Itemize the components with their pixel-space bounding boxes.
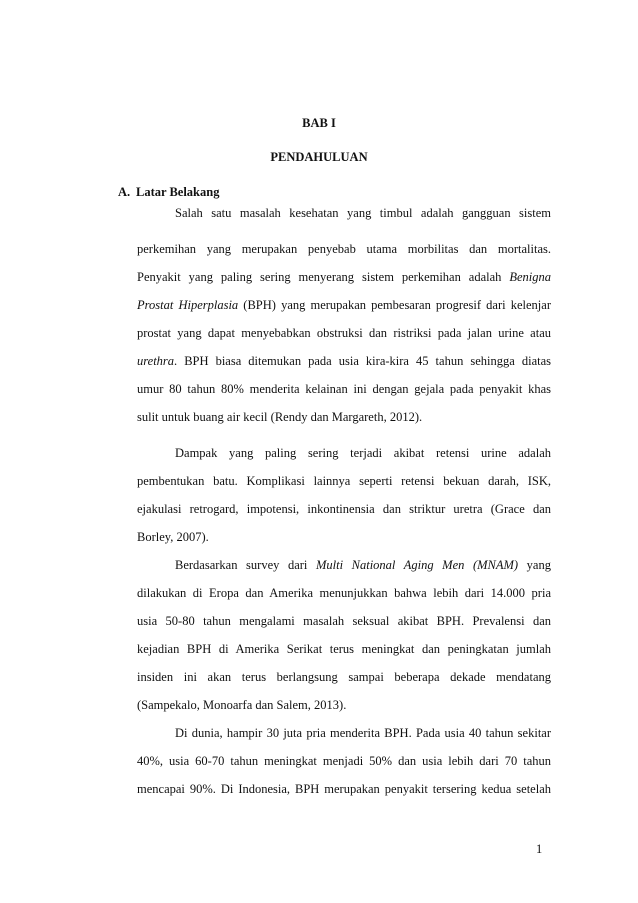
text-line: [137, 585, 551, 601]
text-segment: Dampak yang paling sering terjadi akibat retensi urine adalah: [175, 446, 551, 460]
text-line: [137, 529, 551, 545]
text-segment: yang: [518, 558, 551, 572]
text-line: [137, 269, 551, 285]
text-line: [137, 325, 551, 341]
text-line: [137, 613, 551, 629]
italic-term: Prostat Hiperplasia: [137, 298, 239, 312]
text-segment: Di dunia, hampir 30 juta pria menderita BPH. Pada usia 40 tahun sekitar: [175, 726, 551, 740]
section-title: Latar Belakang: [136, 185, 220, 199]
text-segment: Salah satu masalah kesehatan yang timbul adalah gangguan sistem: [175, 206, 551, 220]
text-line: [137, 641, 551, 657]
text-line: [137, 473, 551, 489]
text-line: [137, 781, 551, 797]
text-line: [175, 557, 551, 573]
text-line: [175, 205, 551, 221]
text-line: [137, 409, 551, 425]
text-line: [137, 297, 551, 313]
text-segment: dilakukan di Eropa dan Amerika menunjukkan bahwa lebih dari 14.000 pria: [137, 586, 551, 600]
text-segment: (Sampekalo, Monoarfa dan Salem, 2013).: [137, 698, 347, 712]
text-segment: perkemihan yang merupakan penyebab utama morbilitas dan mortalitas.: [137, 242, 551, 256]
text-segment: usia 50-80 tahun mengalami masalah seksual akibat BPH. Prevalensi dan: [137, 614, 551, 628]
text-segment: sulit untuk buang air kecil (Rendy dan Margareth, 2012).: [137, 410, 423, 424]
text-segment: kejadian BPH di Amerika Serikat terus meningkat dan peningkatan jumlah: [137, 642, 551, 656]
italic-term: urethra: [137, 354, 175, 368]
text-line: [175, 445, 551, 461]
italic-term: Benigna: [509, 270, 551, 284]
text-segment: 40%, usia 60-70 tahun meningkat menjadi 50% dan usia lebih dari 70 tahun: [137, 754, 551, 768]
chapter-title: PENDAHULUAN: [270, 150, 368, 164]
text-segment: ejakulasi retrogard, impotensi, inkontinensia dan striktur uretra (Grace dan: [137, 502, 551, 516]
text-line: [137, 381, 551, 397]
text-segment: Borley, 2007).: [137, 530, 209, 544]
text-segment: insiden ini akan terus berlangsung sampai beberapa dekade mendatang: [137, 670, 551, 684]
section-letter: A.: [118, 185, 131, 199]
text-line: [137, 753, 551, 769]
text-segment: prostat yang dapat menyebabkan obstruksi dan ristriksi pada jalan urine atau: [137, 326, 551, 340]
text-segment: pembentukan batu. Komplikasi lainnya seperti retensi bekuan darah, ISK,: [137, 474, 551, 488]
text-line: [137, 501, 551, 517]
text-segment: mencapai 90%. Di Indonesia, BPH merupakan penyakit tersering kedua setelah: [137, 782, 551, 796]
chapter-number: BAB I: [302, 116, 336, 130]
text-segment: (BPH) yang merupakan pembesaran progresif dari kelenjar: [238, 298, 551, 312]
text-line: [175, 725, 551, 741]
italic-term: Multi National Aging Men (MNAM): [315, 558, 519, 572]
text-line: [137, 353, 551, 369]
section-heading: [118, 185, 219, 200]
text-line: [137, 669, 551, 685]
text-line: [137, 241, 551, 257]
text-line: [137, 697, 551, 713]
text-segment: Penyakit yang paling sering menyerang sistem perkemihan adalah: [137, 270, 510, 284]
text-segment: umur 80 tahun 80% menderita kelainan ini dengan gejala pada penyakit khas: [137, 382, 551, 396]
page-number: 1: [536, 842, 543, 856]
text-segment: Berdasarkan survey dari: [175, 558, 316, 572]
text-segment: . BPH biasa ditemukan pada usia kira-kira 45 tahun sehingga diatas: [174, 354, 551, 368]
